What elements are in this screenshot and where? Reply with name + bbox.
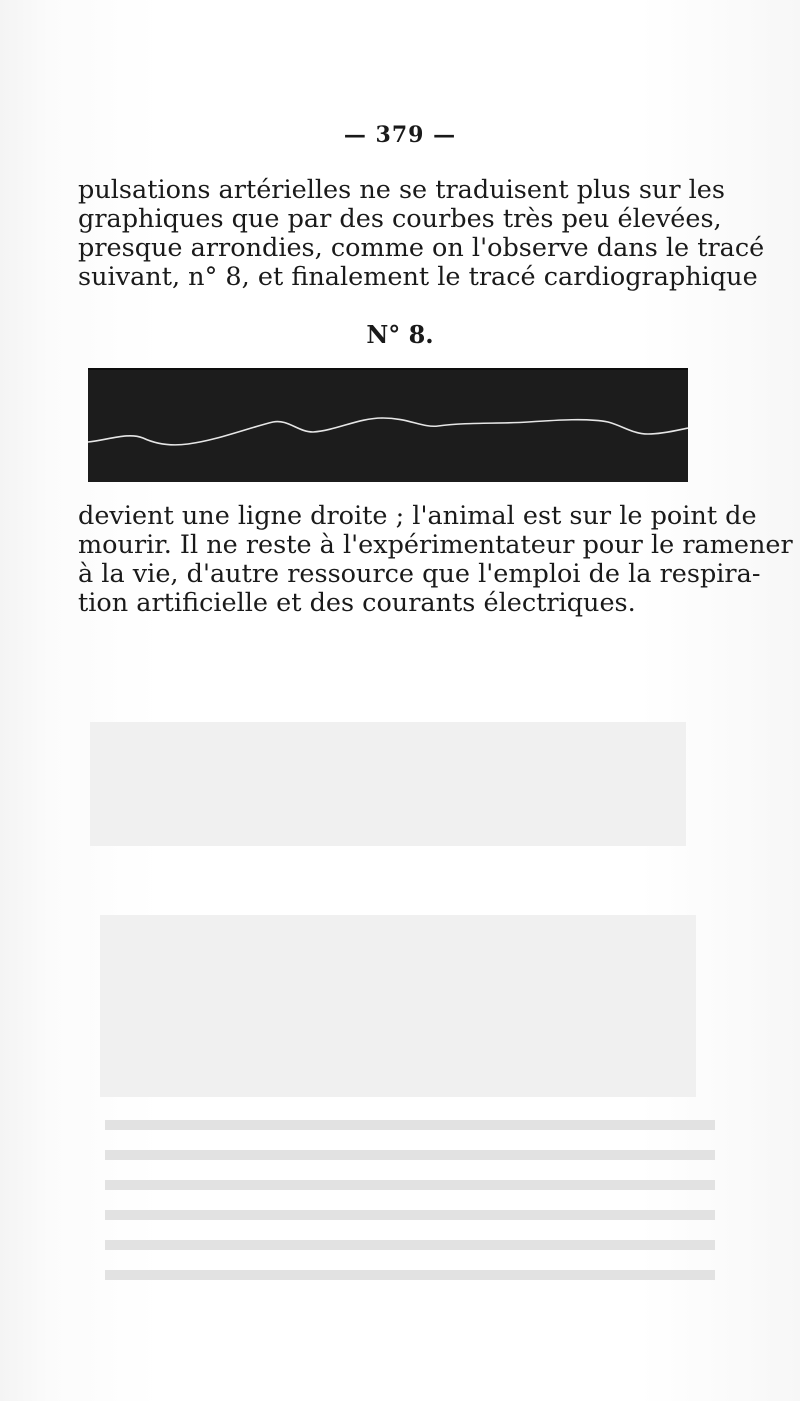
cardiographic-trace-figure [88, 368, 688, 482]
text-line: pulsations artérielles ne se traduisent plus sur les [78, 175, 725, 205]
trace-curve [88, 370, 688, 482]
bleed-through-trace [100, 915, 696, 1097]
text-line: suivant, n° 8, et finalement le tracé cardiographique [78, 262, 758, 292]
paragraph-bottom [78, 501, 793, 618]
text-line: presque arrondies, comme on l'observe dans le tracé [78, 233, 765, 263]
bleed-through-text [95, 1108, 715, 1305]
bleed-through-trace [90, 722, 686, 846]
bleed-through-lines [95, 1108, 715, 1298]
text-line: tion artificielle et des courants électriques. [78, 588, 636, 618]
text-line: à la vie, d'autre ressource que l'emploi de la respira- [78, 559, 761, 589]
text-line: graphiques que par des courbes très peu élevées, [78, 204, 722, 234]
text-line: devient une ligne droite ; l'animal est sur le point de [78, 501, 757, 531]
text-line: mourir. Il ne reste à l'expérimentateur pour le ramener [78, 530, 793, 560]
figure-label: N° 8. [366, 320, 434, 349]
page-number: — 379 — [343, 122, 457, 148]
paragraph-top [78, 175, 765, 292]
